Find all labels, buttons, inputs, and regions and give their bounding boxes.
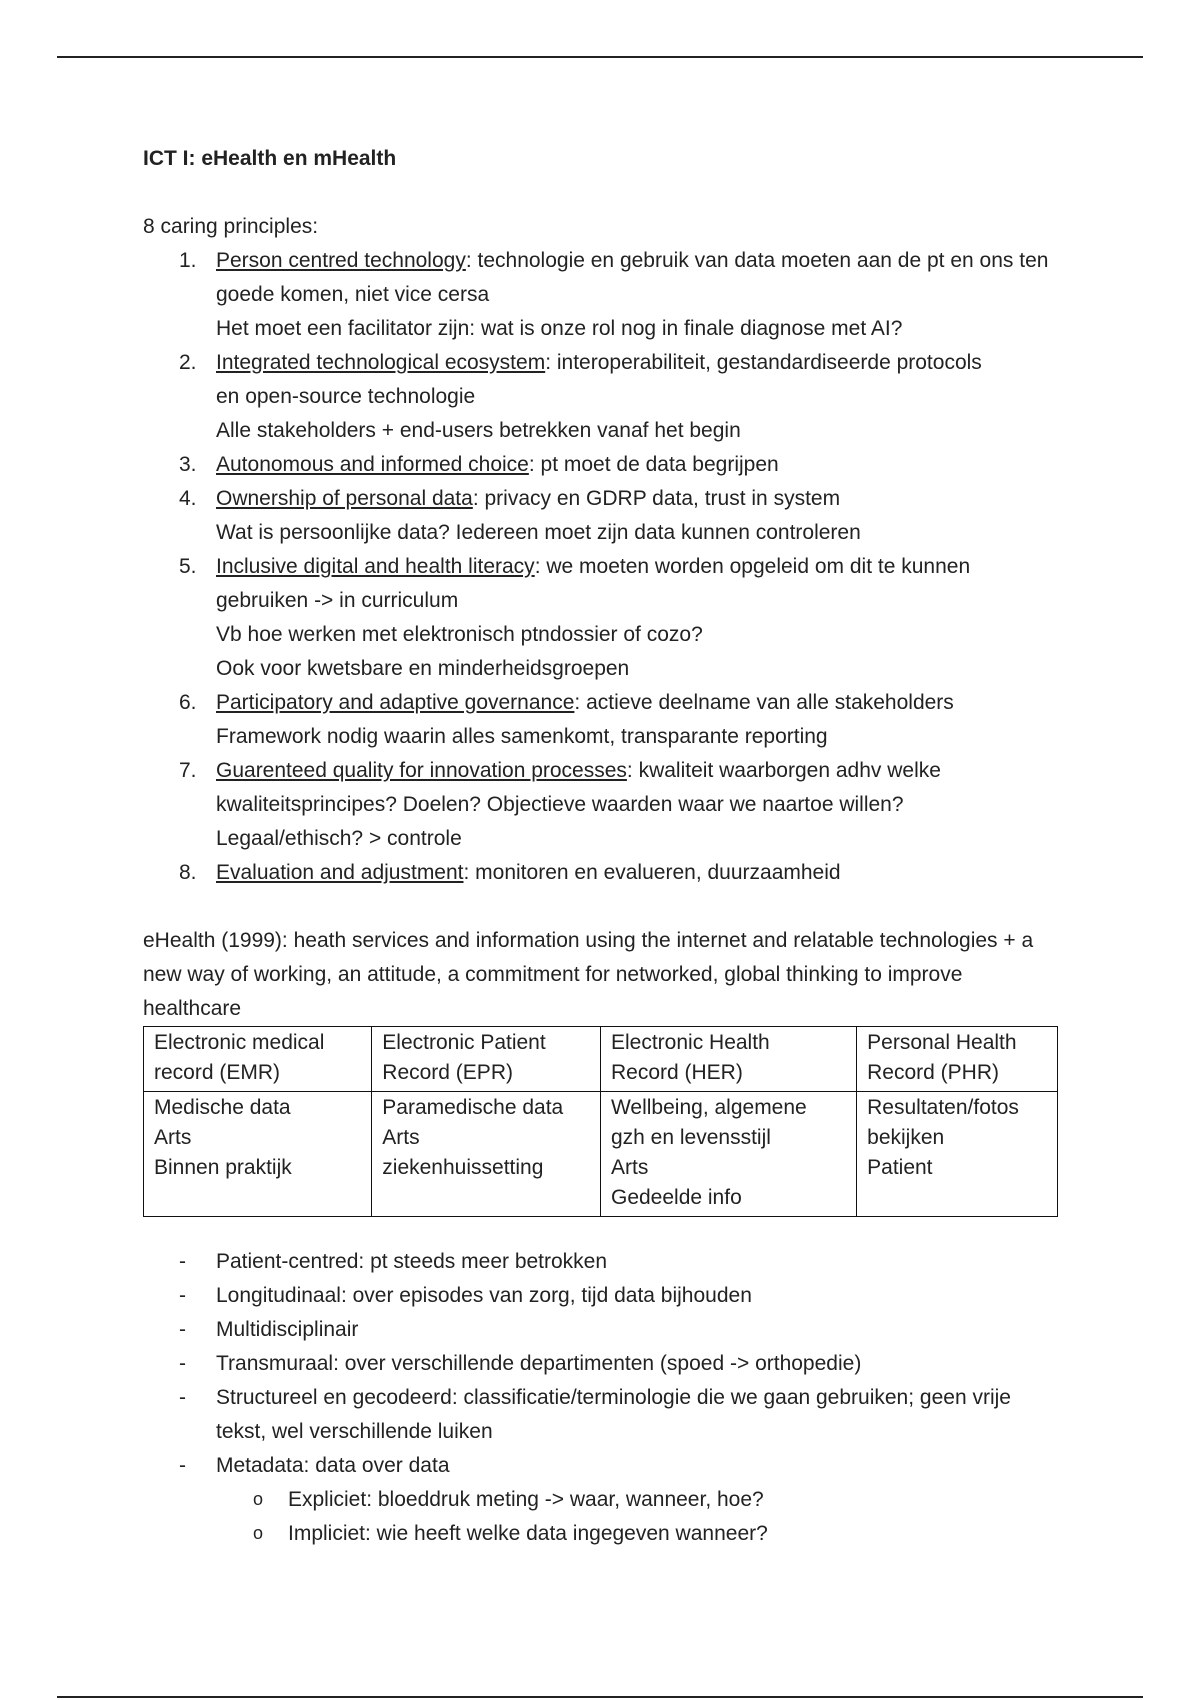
principle-text: : interoperabiliteit, gestandardiseerde protocols en open-source technologie	[216, 351, 982, 408]
document-title: ICT I: eHealth en mHealth	[143, 147, 397, 170]
page-top-rule	[57, 56, 1143, 58]
principle-item	[143, 686, 1063, 754]
sub-list-item: o Expliciet: bloeddruk meting -> waar, wanneer, hoe?	[253, 1488, 764, 1511]
principle-note: Wat is persoonlijke data? Iedereen moet zijn data kunnen controleren	[216, 521, 861, 544]
list-item: - Metadata: data over data o Expliciet: bloeddruk meting -> waar, wanneer, hoe? o Impliciet: wie heeft welke data ingegeven wanneer?	[143, 1449, 1063, 1551]
list-item: - Longitudinaal: over episodes van zorg, tijd data bijhouden	[179, 1284, 752, 1307]
health-records-table	[143, 1026, 1058, 1217]
list-item: - Transmuraal: over verschillende departimenten (spoed -> orthopedie)	[179, 1352, 862, 1375]
principle-text: : technologie en gebruik van data moeten aan de pt en ons ten goede komen, niet vice cersa	[216, 249, 1049, 306]
metadata-sublist	[216, 1483, 1063, 1551]
principle-note: Alle stakeholders + end-users betrekken vanaf het begin	[216, 419, 741, 442]
principle-term: Person centred technology	[216, 249, 466, 272]
principle-term: Participatory and adaptive governance	[216, 691, 575, 714]
principle-item	[143, 754, 1063, 856]
principle-term: Guarenteed quality for innovation processes	[216, 759, 627, 782]
table-cell: Wellbeing, algemene gzh en levensstijl Arts Gedeelde info	[600, 1092, 856, 1217]
principle-text: : privacy en GDRP data, trust in system	[472, 487, 841, 510]
principle-item	[143, 244, 1063, 346]
principle-number: 3.	[179, 453, 197, 476]
principle-term: Integrated technological ecosystem	[216, 351, 546, 374]
page-bottom-rule	[57, 1696, 1143, 1698]
principles-list	[143, 244, 1063, 890]
principle-item	[143, 550, 1063, 686]
principle-term: Evaluation and adjustment	[216, 861, 464, 884]
table-header-cell: Electronic Health Record (HER)	[600, 1027, 856, 1092]
principle-term: Ownership of personal data	[216, 487, 473, 510]
sub-list-item: o Impliciet: wie heeft welke data ingegeven wanneer?	[253, 1522, 768, 1545]
principle-item	[143, 482, 1063, 550]
list-item: - Structureel en gecodeerd: classificatie/terminologie die we gaan gebruiken; geen vrije tekst, wel verschillende luiken	[179, 1386, 1011, 1443]
principle-item	[143, 448, 1063, 482]
principle-item	[143, 856, 1063, 890]
principle-note: Framework nodig waarin alles samenkomt, transparante reporting	[216, 725, 828, 748]
principle-text: : we moeten worden opgeleid om dit te kunnen gebruiken -> in curriculum	[216, 555, 971, 612]
principle-number: 6.	[179, 691, 197, 714]
table-cell: Resultaten/fotos bekijken Patient	[857, 1092, 1058, 1217]
principle-item	[143, 346, 1063, 448]
principles-heading: 8 caring principles:	[143, 215, 319, 238]
principle-number: 5.	[179, 555, 197, 578]
principle-term: Inclusive digital and health literacy	[216, 555, 535, 578]
features-list	[143, 1245, 1063, 1551]
principle-number: 7.	[179, 759, 197, 782]
principle-note: Het moet een facilitator zijn: wat is onze rol nog in finale diagnose met AI?	[216, 317, 903, 340]
principle-text: : monitoren en evalueren, duurzaamheid	[463, 861, 841, 884]
principle-note: Vb hoe werken met elektronisch ptndossier of cozo?	[216, 623, 703, 646]
principle-text: : kwaliteit waarborgen adhv welke kwaliteitsprincipes? Doelen? Objectieve waarden waar we naartoe willen? Legaal/ethisch? > controle	[216, 759, 941, 850]
list-item: - Multidisciplinair	[179, 1318, 359, 1341]
ehealth-definition: eHealth (1999): heath services and information using the internet and relatable technologies + a new way of working, an attitude, a commitment for networked, global thinking to improve healthcare	[143, 929, 1034, 1020]
table-cell: Paramedische data Arts ziekenhuissetting	[372, 1092, 601, 1217]
table-header-cell: Electronic Patient Record (EPR)	[372, 1027, 601, 1092]
principle-number: 8.	[179, 861, 197, 884]
principle-text: : actieve deelname van alle stakeholders	[574, 691, 954, 714]
document-body	[143, 142, 1063, 1551]
table-header-cell: Electronic medical record (EMR)	[144, 1027, 372, 1092]
table-cell: Medische data Arts Binnen praktijk	[144, 1092, 372, 1217]
table-header-cell: Personal Health Record (PHR)	[857, 1027, 1058, 1092]
principle-text: : pt moet de data begrijpen	[528, 453, 779, 476]
principle-number: 4.	[179, 487, 197, 510]
principle-number: 2.	[179, 351, 197, 374]
principle-note: Ook voor kwetsbare en minderheidsgroepen	[216, 657, 630, 680]
principle-number: 1.	[179, 249, 197, 272]
table-header-row	[144, 1027, 1058, 1092]
principle-term: Autonomous and informed choice	[216, 453, 529, 476]
list-item: - Patient-centred: pt steeds meer betrokken	[179, 1250, 608, 1273]
table-row	[144, 1092, 1058, 1217]
